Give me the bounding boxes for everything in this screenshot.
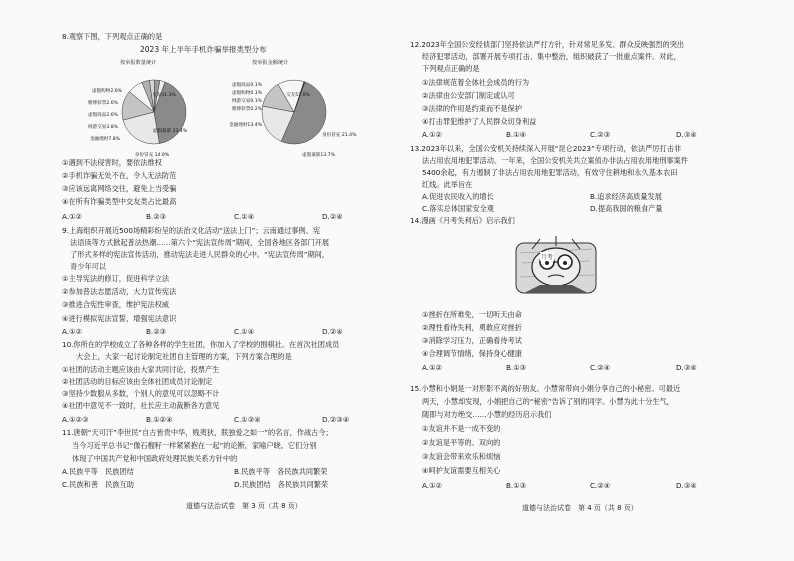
q8-item: ②手机诈骗无处不在，令人无法防范	[62, 171, 177, 180]
q9-item: ②参加普法志愿活动，大力宣传宪法	[62, 287, 177, 296]
q11-line: 11.唐朝“天可汗”李世民“自古皆贵中华，贱夷狄，朕独爱之如一”的名言，作战古今；	[62, 428, 333, 437]
q13-line: 5400余起，有力遏制了非法占用农用地犯罪活动，有效守住耕地和永久基本农田	[422, 168, 678, 177]
q9-option-a[interactable]: A.①②	[62, 327, 82, 336]
page-footer-right: 道德与法治试卷 第 4 页（共 8 页）	[522, 504, 638, 512]
q14-item: ③消除学习压力，正确看待考试	[422, 336, 522, 345]
pie-slice-label: 金融理财7.8%	[89, 137, 120, 142]
q8-stem: 8.观察下图，下列观点正确的是	[62, 32, 163, 41]
pie-chart-amount	[222, 66, 372, 162]
chart-a-title: 按举报数量统计	[120, 60, 157, 66]
q9-option-d[interactable]: D.②④	[322, 327, 343, 336]
q12-line: 下列观点正确的是	[422, 64, 480, 73]
q12-line: 12.2023年全国公安经侦部门坚持依法严打方针，针对常见多发、群众反映强烈的突出	[410, 40, 685, 49]
q8-option-b[interactable]: B.②③	[146, 212, 167, 221]
pie-slice-label: 身份冒充 21.4%	[322, 133, 357, 138]
q10-option-b[interactable]: B.①②④	[146, 415, 173, 424]
q15-item: ②友谊是平等的、双向的	[422, 438, 501, 447]
pie-slice-label: 虚假商品2.6%	[87, 113, 118, 118]
q15-option-c[interactable]: C.②④	[590, 481, 611, 490]
chart-b-title: 按举报金额统计	[252, 60, 289, 66]
chart-title: 2023 年上半年手机诈骗举报类型分布	[140, 45, 267, 54]
pie-slice-label: 金融理财13.4%	[229, 123, 262, 128]
pie-slice-label: 虚假兼职13.7%	[302, 153, 335, 158]
q9-item: ④进行模拟宪法宣誓，增强宪法意识	[62, 314, 177, 323]
q12-option-a[interactable]: A.①②	[422, 130, 442, 139]
q8-option-a[interactable]: A.①②	[62, 212, 82, 221]
q10-option-d[interactable]: D.②③④	[322, 415, 350, 424]
q12-line: 经济犯罪活动，部署开展专项打击、集中整治，组织破获了一批重点案件。对此，	[422, 52, 681, 61]
q10-option-a[interactable]: A.①②③	[62, 415, 89, 424]
q10-item: ③坚持少数服从多数，个别人的意见可以忽略不计	[62, 389, 220, 398]
q14-option-a[interactable]: A.①②	[422, 363, 442, 372]
q12-item: ④打击罪犯维护了人民群众切身利益	[422, 117, 537, 126]
q15-line: 两天，小慧却发现，小娟把自己的“秘密”告诉了别的同学。小慧为此十分生气，	[422, 397, 674, 406]
q11-option-a[interactable]: A.民族平等 民族团结	[62, 467, 134, 476]
q14-option-b[interactable]: B.①③	[506, 363, 527, 372]
q14-item: ④合理调节情绪，保持身心健康	[422, 349, 522, 358]
q10-item: ②社团活动的目标应该由全体社团成员讨论制定	[62, 377, 213, 386]
q9-item: ③推进合宪性审查，维护宪法权威	[62, 300, 170, 309]
q10-item: ④社团中意见不一致时，社长应主动裁断各方意见	[62, 401, 220, 410]
q13-line: 13.2023年以来，全国公安机关持续深入开展“昆仑2023”专项行动，依法严厉打击非	[410, 144, 682, 153]
q15-option-a[interactable]: A.①②	[422, 481, 442, 490]
q15-option-b[interactable]: B.①③	[506, 481, 527, 490]
pie-slice-label: 交友41.3%	[152, 93, 176, 98]
cartoon-image	[510, 233, 602, 303]
pie-slice-label: 交友51.0%	[286, 93, 310, 98]
q15-item: ①友谊并不是一成不变的	[422, 424, 501, 433]
pie-slice-label: 虚假商品0.1%	[231, 83, 262, 88]
q9-option-b[interactable]: B.②③	[146, 327, 167, 336]
q8-item: ④在所有诈骗类型中交友类占比最高	[62, 197, 177, 206]
q13-option-b[interactable]: B.追求经济高质量发展	[590, 192, 662, 201]
q14-item: ①挫折在所难免，一切听天由命	[422, 310, 522, 319]
q11-option-c[interactable]: C.民族和善 民族互助	[62, 480, 134, 489]
pie-slice-label: 网游交易0.1%	[231, 99, 262, 104]
q13-option-c[interactable]: C.落实总体国家安全观	[422, 204, 494, 213]
q11-option-d[interactable]: D.民族团结 各民族共同繁荣	[234, 480, 329, 489]
q8-option-d[interactable]: D.②④	[322, 212, 343, 221]
q13-line: 红线。此举旨在	[422, 180, 473, 189]
q12-item: ②法律由公安部门制定或认可	[422, 91, 515, 100]
pie-slice-label: 身份冒充 14.9%	[134, 153, 170, 158]
q10-item: ①社团的活动主题应该由大家共同讨论，投票产生	[62, 365, 220, 374]
q8-option-c[interactable]: C.①④	[234, 212, 255, 221]
pie-slice-label: 虚假兼职 23.4%	[152, 129, 188, 134]
q15-line: 15.小慧和小娟是一对形影不离的好朋友。小慧常带向小娟分享自己的小秘密。可最近	[410, 384, 681, 393]
q15-line: 随即与对方绝交……小慧的经历启示我们	[422, 410, 552, 419]
pie-slice-label: 网游交易3.8%	[87, 125, 118, 130]
q11-line: 当今习近平总书记“像石榴籽一样紧紧抱在一起”的论断，家喻户晓。它们分别	[72, 441, 317, 450]
q13-option-a[interactable]: A.促进农民收入的增长	[422, 192, 494, 201]
q9-line: 9.上海组织开展近500场精彩纷呈的法治文化活动“送法上门”；云南通过事例、宪	[62, 226, 321, 235]
page-footer-left: 道德与法治试卷 第 3 页（共 8 页）	[186, 502, 302, 510]
q14-item: ②理性看待失利，勇敢应对挫折	[422, 323, 522, 332]
q10-option-c[interactable]: C.①③④	[234, 415, 261, 424]
q15-item: ③友谊会带来欢乐和烦恼	[422, 452, 501, 461]
pie-slice-label: 虚假购物0.1%	[231, 91, 262, 96]
q12-option-d[interactable]: D.③④	[676, 130, 697, 139]
q12-item: ①法律规范着全体社会成员的行为	[422, 78, 530, 87]
q13-line: 法占用农用地犯罪活动。一年来，全国公安机关共立案侦办非法占用农用地刑事案件	[422, 156, 688, 165]
q14-option-c[interactable]: C.②④	[590, 363, 611, 372]
pie-slice-label: 虚假购物2.6%	[91, 89, 122, 94]
q13-option-d[interactable]: D.提高我国的粮食产量	[590, 204, 663, 213]
q11-option-b[interactable]: B.民族平等 各民族共同繁荣	[234, 467, 328, 476]
q9-line: 法语读等方式掀起普法热潮……第六个“宪法宣传周”期间，全国各地区各部门开展	[70, 238, 330, 247]
q14-stem: 14.漫画《月考失利后》启示我们	[410, 216, 515, 225]
q12-item: ③法律的作用是约束而不是保护	[422, 104, 522, 113]
q15-item: ④呵护友谊需要互相关心	[422, 466, 501, 475]
q8-item: ③应该远离网络交往，避免上当受骗	[62, 184, 177, 193]
q11-line: 体现了中国共产党和中国政府处理民族关系方针中的	[72, 454, 238, 463]
q9-option-c[interactable]: C.①④	[234, 327, 255, 336]
q15-option-d[interactable]: D.③④	[676, 481, 697, 490]
q14-option-d[interactable]: D.③④	[676, 363, 697, 372]
q12-option-b[interactable]: B.①④	[506, 130, 527, 139]
pie-slice-label: 赌博彩票0.2%	[231, 107, 262, 112]
q9-item: ①主导宪法的修订，促进科学立法	[62, 274, 170, 283]
pie-slice-label: 赌博彩票2.6%	[87, 101, 118, 106]
pie-chart-count	[86, 66, 226, 162]
q9-line: 青少年可以	[70, 262, 106, 271]
q9-line: 了形式多样的宪法宣传活动，推动宪法走进人民群众的心中。“宪法宣传周”期间，	[70, 250, 330, 259]
q10-line: 大会上，大家一起讨论制定社团自主管理的方案，下列方案合理的是	[76, 352, 292, 361]
q8-item: ①遇到不法侵害时，要依法维权	[62, 158, 162, 167]
q10-line: 10.你所在的学校成立了各种各样的学生社团，你加入了学校的围棋社。在首次社团成员	[62, 340, 340, 349]
q12-option-c[interactable]: C.②③	[590, 130, 611, 139]
cartoon-label: 月考	[541, 254, 554, 261]
